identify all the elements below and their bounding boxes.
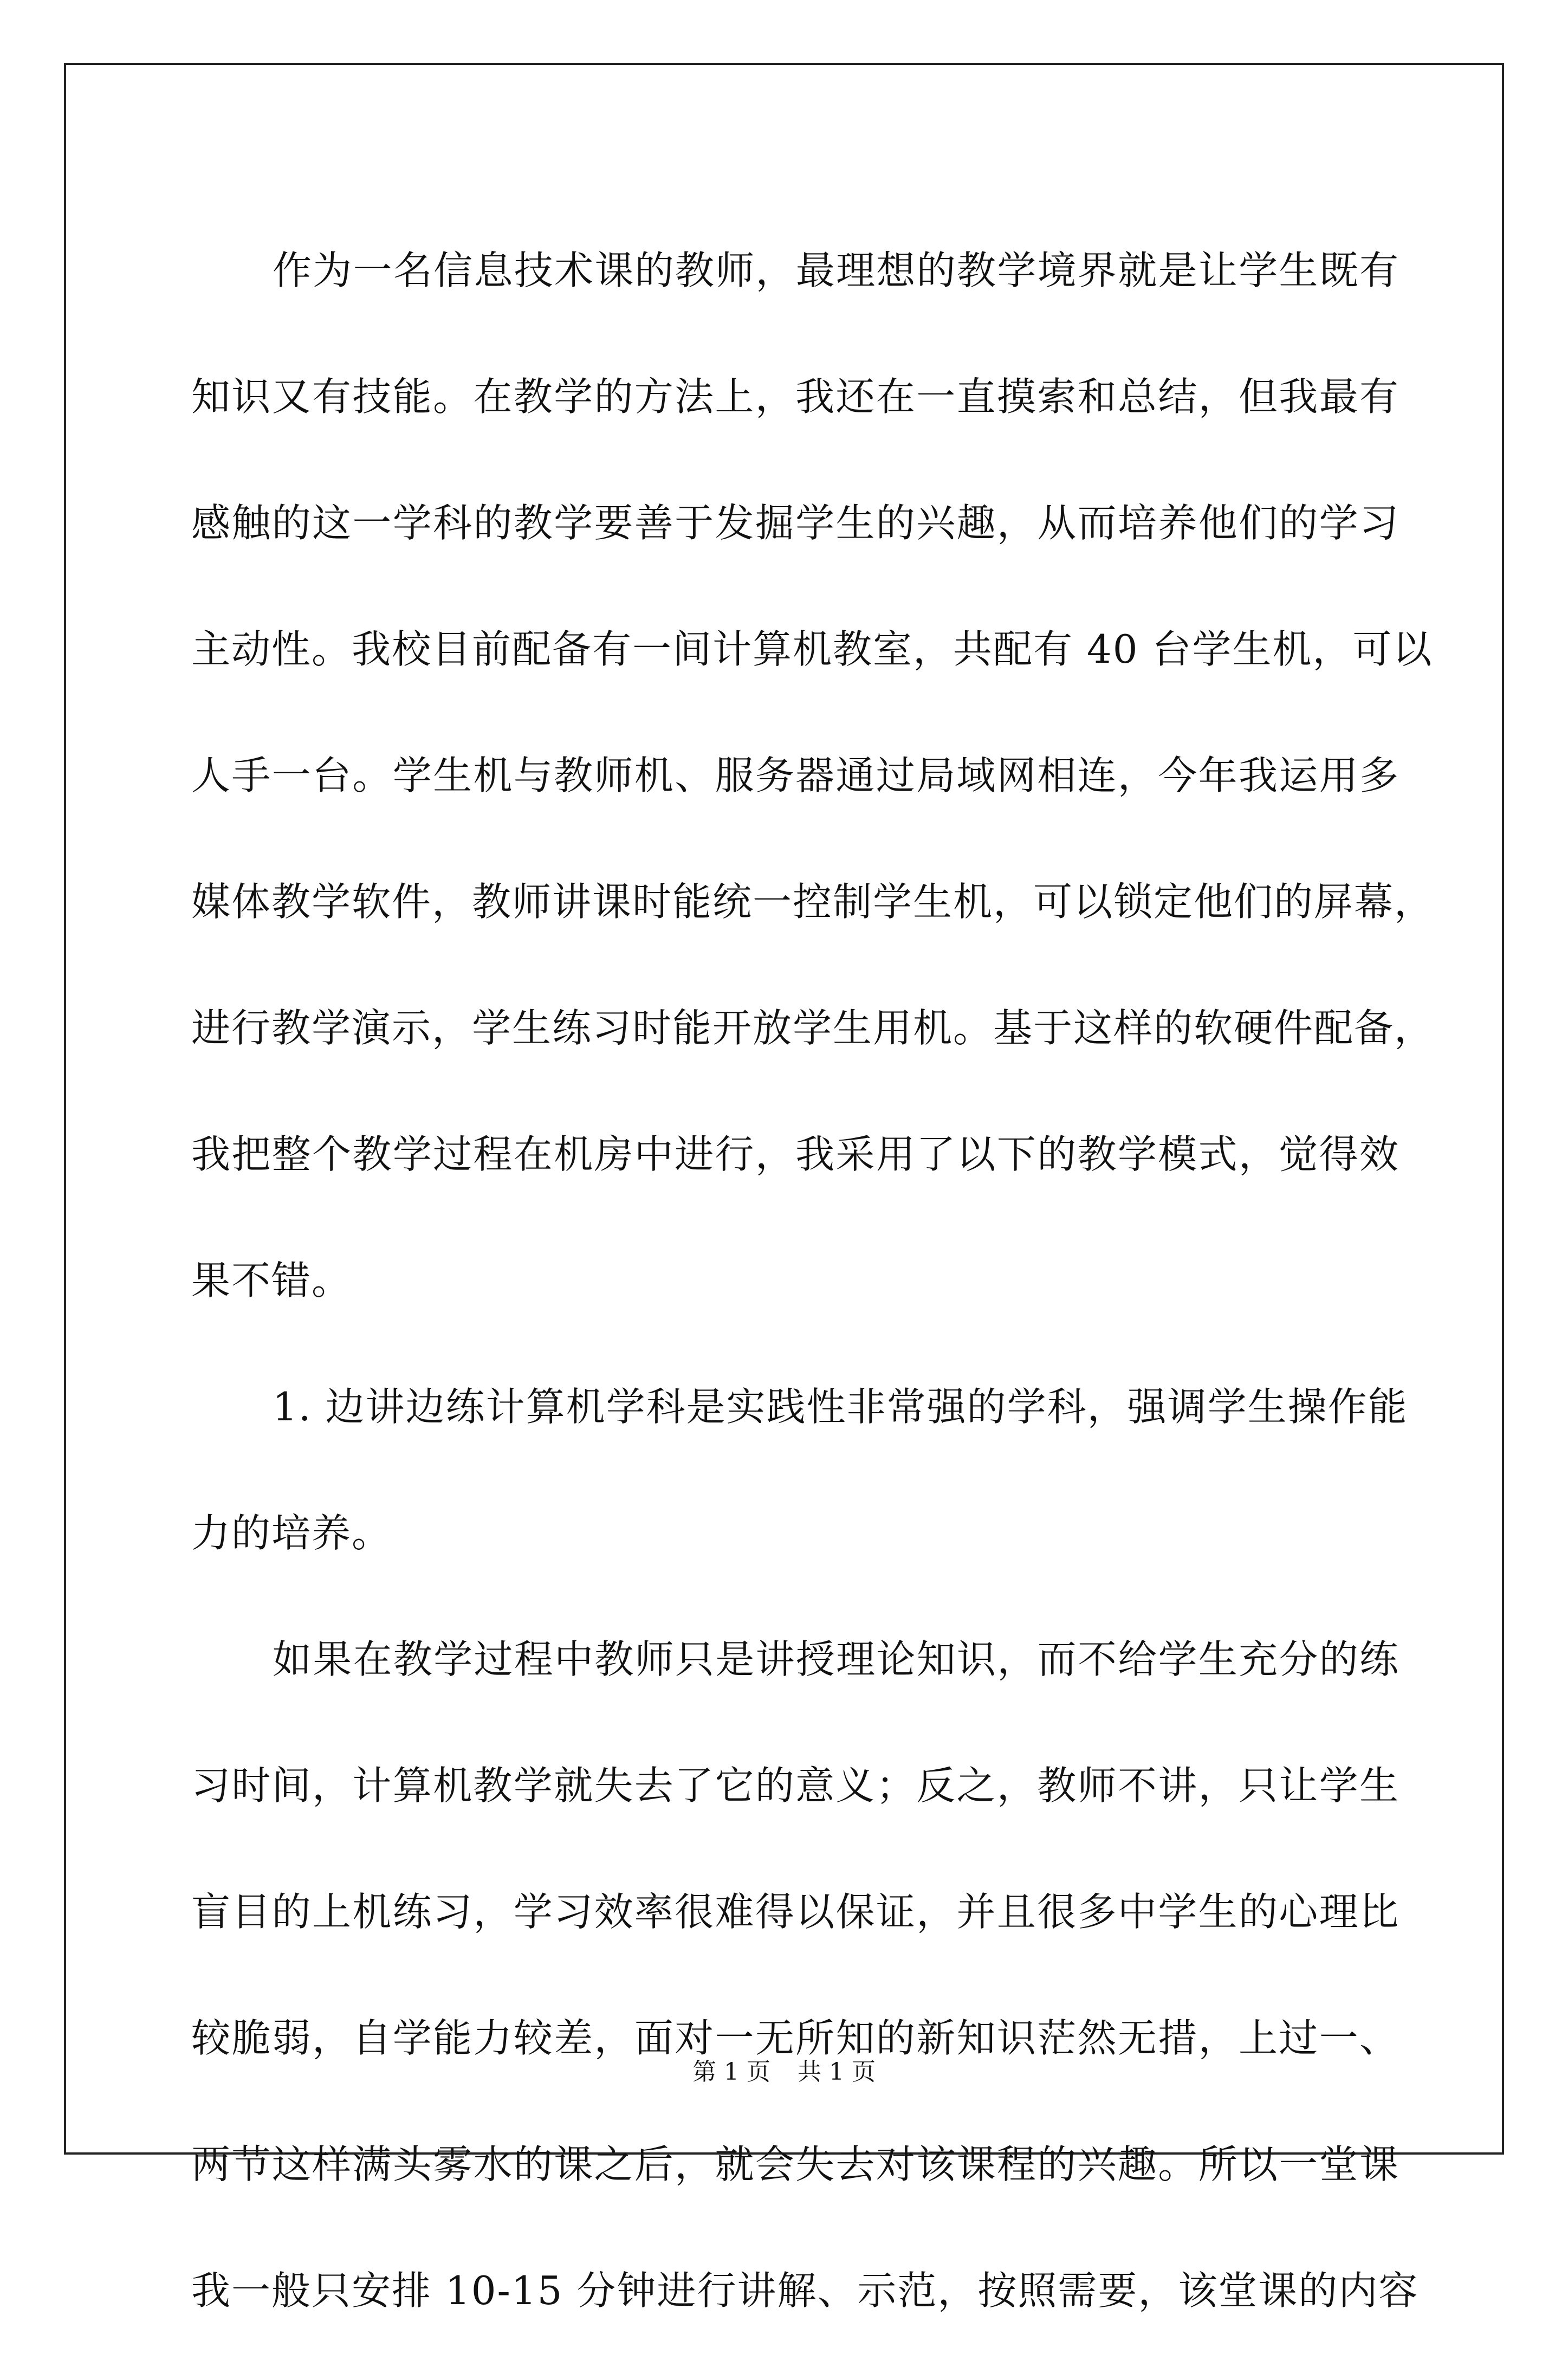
text-line: 盲目的上机练习，学习效率很难得以保证，并且很多中学生的心理比 [191, 1889, 1399, 1935]
text-line: 较脆弱，自学能力较差，面对一无所知的新知识茫然无措，上过一、 [191, 2015, 1399, 2061]
text-line: 我一般只安排 10-15 分钟进行讲解、示范，按照需要，该堂课的内容 [191, 2268, 1419, 2313]
text-line: 两节这样满头雾水的课之后，就会失去对该课程的兴趣。所以一堂课 [191, 2142, 1399, 2187]
paragraph-2 [191, 1344, 1408, 1596]
text-line: 媒体教学软件，教师讲课时能统一控制学生机，可以锁定他们的屏幕， [191, 879, 1435, 924]
text-line: 力的培养。 [191, 1510, 392, 1556]
text-line: 感触的这一学科的教学要善于发掘学生的兴趣，从而培养他们的学习 [191, 500, 1399, 546]
text-line: 主动性。我校目前配备有一间计算机教室，共配有 40 台学生机，可以 [191, 626, 1433, 672]
text-line: 如果在教学过程中教师只是讲授理论知识，而不给学生充分的练 [273, 1637, 1399, 1682]
text-line: 作为一名信息技术课的教师，最理想的教学境界就是让学生既有 [273, 248, 1399, 293]
text-line: 1. 边讲边练计算机学科是实践性非常强的学科，强调学生操作能 [273, 1384, 1408, 1430]
paragraph-1 [191, 208, 1435, 1344]
text-line: 人手一台。学生机与教师机、服务器通过局域网相连，今年我运用多 [191, 753, 1399, 798]
text-line: 我把整个教学过程在机房中进行，我采用了以下的教学模式，觉得效 [191, 1131, 1399, 1177]
text-line: 进行教学演示，学生练习时能开放学生用机。基于这样的软硬件配备， [191, 1005, 1435, 1051]
paragraph-3 [191, 1596, 1419, 2354]
text-line: 习时间，计算机教学就失去了它的意义；反之，教师不讲，只让学生 [191, 1763, 1399, 1808]
text-line: 果不错。 [191, 1258, 352, 1303]
page-number: 第 1 页 [692, 2058, 770, 2086]
text-line: 知识又有技能。在教学的方法上，我还在一直摸索和总结，但我最有 [191, 374, 1399, 419]
page-footer [0, 2056, 1568, 2088]
page-total: 共 1 页 [798, 2058, 876, 2086]
document-body [191, 208, 1435, 2354]
